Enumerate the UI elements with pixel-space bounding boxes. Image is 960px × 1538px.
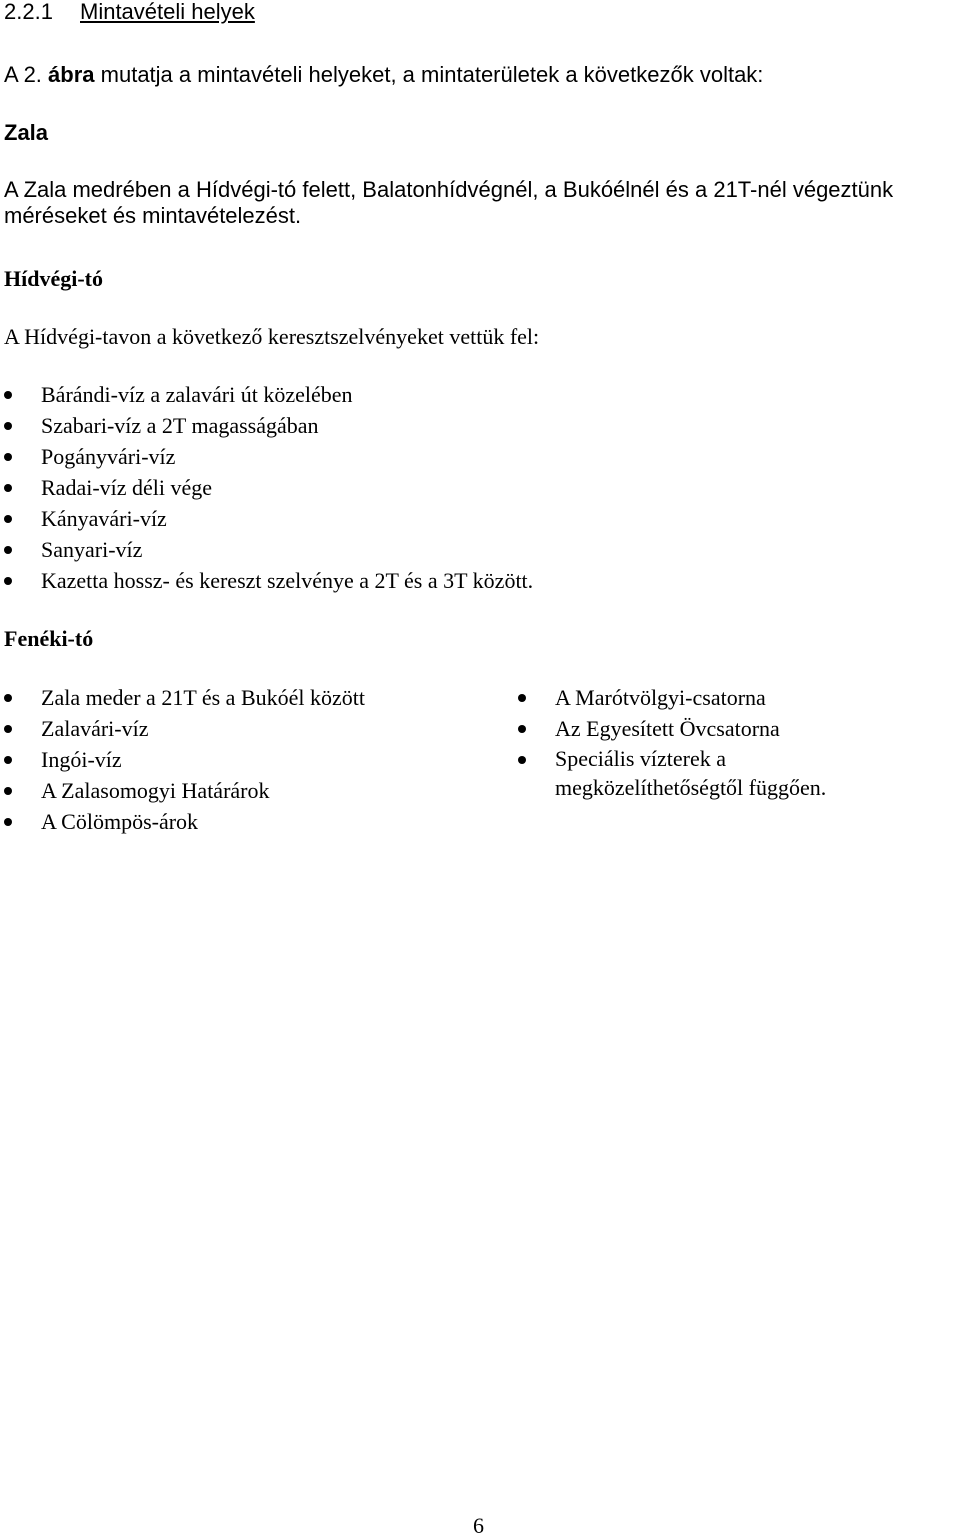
bullet-icon <box>4 577 12 585</box>
list-item: Sanyari-víz <box>4 534 904 565</box>
list-item: Szabari-víz a 2T magasságában <box>4 410 904 441</box>
intro-paragraph <box>4 62 763 87</box>
section-title: Mintavételi helyek <box>80 0 255 24</box>
bullet-icon <box>4 818 12 826</box>
feneki-list-right <box>518 682 938 806</box>
bullet-icon <box>4 422 12 430</box>
intro-prefix: A 2. <box>4 62 49 87</box>
section-number: 2.2.1 <box>4 0 53 24</box>
hidvegi-intro: A Hídvégi-tavon a következő keresztszelvényeket vettük fel: <box>4 324 540 349</box>
feneki-list-left <box>4 682 484 837</box>
page-number: 6 <box>473 1513 484 1538</box>
list-item: Speciális vízterek a megközelíthetőségtől függően. <box>518 744 938 806</box>
list-item: Zala meder a 21T és a Bukóél között <box>4 682 484 713</box>
bullet-icon <box>4 725 12 733</box>
list-item: Kányavári-víz <box>4 503 904 534</box>
bullet-icon <box>4 453 12 461</box>
figure-reference-link[interactable]: ábra <box>48 62 95 87</box>
list-item: Ingói-víz <box>4 744 484 775</box>
list-item: Kazetta hossz- és kereszt szelvénye a 2T és a 3T között. <box>4 565 904 596</box>
list-item: Bárándi-víz a zalavári út közelében <box>4 379 904 410</box>
list-item: A Cölömpös-árok <box>4 806 484 837</box>
zala-paragraph: A Zala medrében a Hídvégi-tó felett, Balatonhídvégnél, a Bukóélnél és a 21T-nél végeztünk méréseket és mintavételezést. <box>4 177 894 228</box>
bullet-icon <box>4 787 12 795</box>
intro-rest: mutatja a mintavételi helyeket, a mintaterületek a következők voltak: <box>94 62 764 87</box>
list-item: Radai-víz déli vége <box>4 472 904 503</box>
list-item: Zalavári-víz <box>4 713 484 744</box>
bullet-icon <box>4 546 12 554</box>
bullet-icon <box>4 694 12 702</box>
list-item: A Zalasomogyi Határárok <box>4 775 484 806</box>
bullet-icon <box>4 391 12 399</box>
bullet-icon <box>4 756 12 764</box>
hidvegi-heading: Hídvégi-tó <box>4 266 103 291</box>
bullet-icon <box>4 484 12 492</box>
list-item: Pogányvári-víz <box>4 441 904 472</box>
zala-heading: Zala <box>4 120 49 145</box>
list-item: Az Egyesített Övcsatorna <box>518 713 938 744</box>
hidvegi-list <box>4 379 904 596</box>
bullet-icon <box>518 694 526 702</box>
feneki-heading: Fenéki-tó <box>4 626 94 651</box>
bullet-icon <box>4 515 12 523</box>
bullet-icon <box>518 725 526 733</box>
bullet-icon <box>518 756 526 764</box>
list-item: A Marótvölgyi-csatorna <box>518 682 938 713</box>
